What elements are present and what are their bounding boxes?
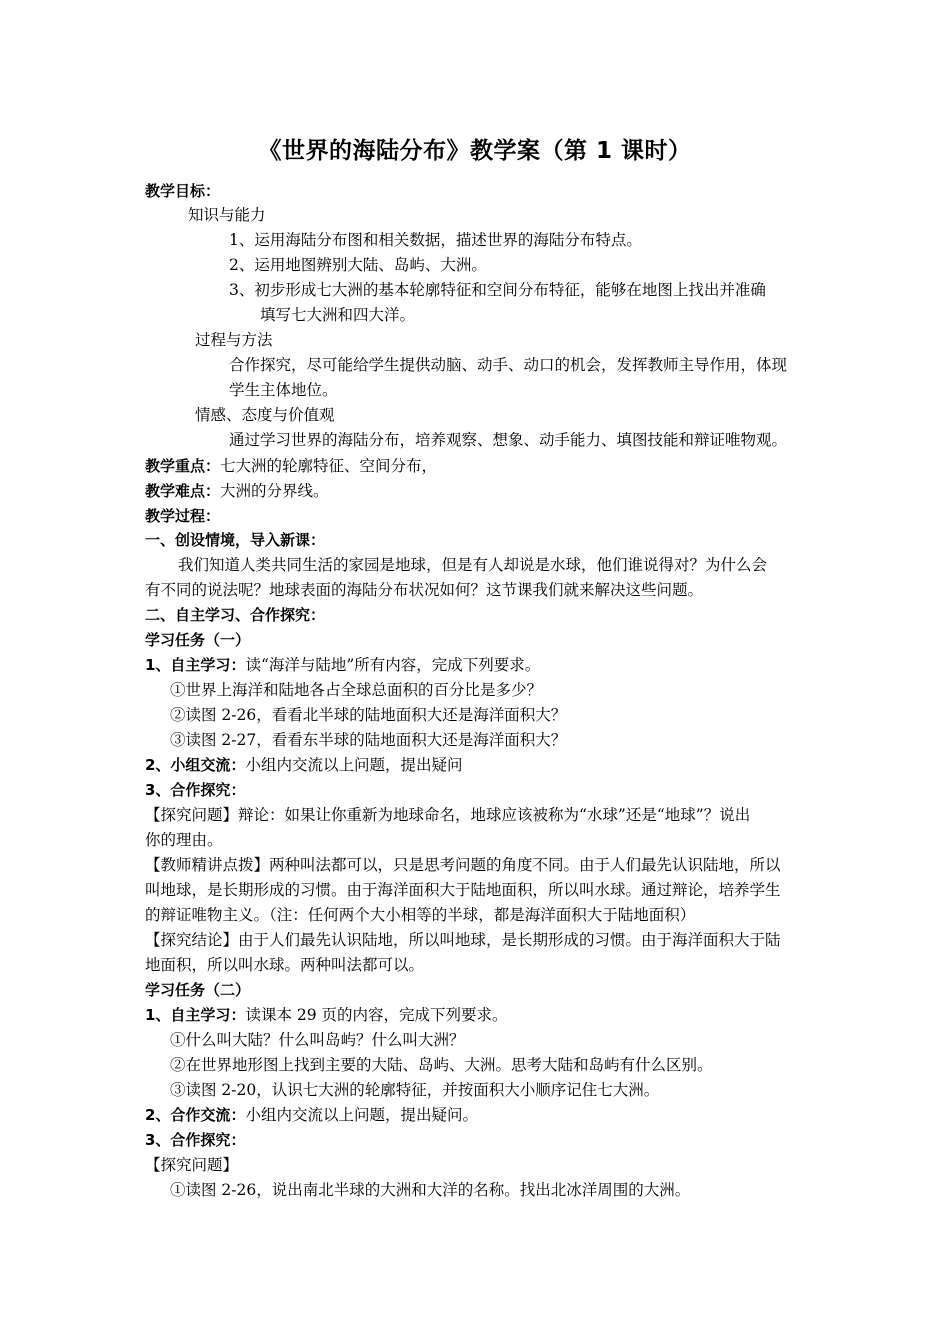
task-2-step-1-text: 读课本 29 页的内容，完成下列要求。 [245,1006,508,1024]
task-1-heading: 学习任务（一） [145,631,251,649]
knowledge-item-3: 3、初步形成七大洲的基本轮廓特征和空间分布特征，能够在地图上找出并准确 [229,281,766,299]
task-2-step-3: 3、合作探究： [145,1131,246,1149]
task-2-inquiry-question-1: ①读图 2-26，说出南北半球的大洲和大洋的名称。找出北冰洋周围的大洲。 [170,1181,691,1199]
section-1-heading: 一、创设情境，导入新课： [145,531,326,549]
emotion-text: 通过学习世界的海陆分布，培养观察、想象、动手能力、填图技能和辩证唯物观。 [229,431,788,449]
task-1-step-1-text: 读“海洋与陆地”所有内容，完成下列要求。 [245,656,541,674]
knowledge-label: 知识与能力 [188,206,266,224]
process-text: 合作探究，尽可能给学生提供动脑、动手、动口的机会，发挥教师主导作用，体现 [229,356,788,374]
inquiry-question-cont: 你的理由。 [145,831,223,849]
task-1-question-1: ①世界上海洋和陆地各占全球总面积的百分比是多少？ [170,681,543,699]
key-point-text: 七大洲的轮廓特征、空间分布， [220,457,438,475]
task-2-heading: 学习任务（二） [145,981,251,999]
key-point-label: 教学重点： [145,457,221,475]
task-2-step-1-label: 1、自主学习： [145,1006,246,1024]
task-2-step-1 [145,1005,508,1025]
teacher-note-cont-1: 叫地球，是长期形成的习惯。由于海洋面积大于陆地面积，所以叫水球。通过辩论，培养学生 [145,881,781,899]
task-2-inquiry-label: 【探究问题】 [145,1156,239,1174]
difficulty-text: 大洲的分界线。 [220,482,329,500]
section-1-paragraph: 我们知道人类共同生活的家园是地球，但是有人却说是水球，他们谁说得对？为什么会 [178,556,768,574]
process-text-cont: 学生主体地位。 [229,381,338,399]
difficulty-label: 教学难点： [145,482,221,500]
knowledge-item-3-cont: 填写七大洲和四大洋。 [260,306,416,324]
key-point [145,456,437,476]
task-1-question-3: ③读图 2-27，看看东半球的陆地面积大还是海洋面积大？ [170,731,567,749]
goals-heading: 教学目标： [145,182,221,200]
task-1-step-1 [145,655,540,675]
task-2-step-2-label: 2、合作交流： [145,1106,246,1124]
task-2-step-2-text: 小组内交流以上问题，提出疑问。 [245,1106,478,1124]
task-2-question-3: ③读图 2-20，认识七大洲的轮廓特征，并按面积大小顺序记住七大洲。 [170,1081,660,1099]
process-label: 过程与方法 [195,331,273,349]
task-1-step-2-text: 小组内交流以上问题，提出疑问 [245,756,463,774]
task-1-step-1-label: 1、自主学习： [145,656,246,674]
inquiry-question: 【探究问题】辩论：如果让你重新为地球命名，地球应该被称为“水球”还是“地球”？说出 [145,806,751,824]
emotion-label: 情感、态度与价值观 [195,406,335,424]
inquiry-conclusion-cont: 地面积，所以叫水球。两种叫法都可以。 [145,956,425,974]
difficulty [145,481,329,501]
task-1-question-2: ②读图 2-26，看看北半球的陆地面积大还是海洋面积大？ [170,706,567,724]
process-heading: 教学过程： [145,507,221,525]
task-1-step-2-label: 2、小组交流： [145,756,246,774]
knowledge-item-1: 1、运用海陆分布图和相关数据，描述世界的海陆分布特点。 [229,231,642,249]
teacher-note: 【教师精讲点拨】两种叫法都可以，只是思考问题的角度不同。由于人们最先认识陆地，所以 [145,856,781,874]
knowledge-item-2: 2、运用地图辨别大陆、岛屿、大洲。 [229,256,487,274]
inquiry-conclusion: 【探究结论】由于人们最先认识陆地，所以叫地球，是长期形成的习惯。由于海洋面积大于陆 [145,931,781,949]
task-2-question-1: ①什么叫大陆？什么叫岛屿？什么叫大洲？ [170,1031,465,1049]
task-1-step-2 [145,755,462,775]
teacher-note-cont-2: 的辩证唯物主义。（注：任何两个大小相等的半球，都是海洋面积大于陆地面积） [145,906,696,924]
task-2-step-2 [145,1105,478,1125]
task-2-question-2: ②在世界地形图上找到主要的大陆、岛屿、大洲。思考大陆和岛屿有什么区别。 [170,1056,713,1074]
task-1-step-3: 3、合作探究： [145,781,246,799]
section-1-paragraph-cont: 有不同的说法呢？地球表面的海陆分布状况如何？这节课我们就来解决这些问题。 [145,581,704,599]
document-title: 《世界的海陆分布》教学案（第 1 课时） [258,138,692,164]
section-2-heading: 二、自主学习、合作探究： [145,606,326,624]
